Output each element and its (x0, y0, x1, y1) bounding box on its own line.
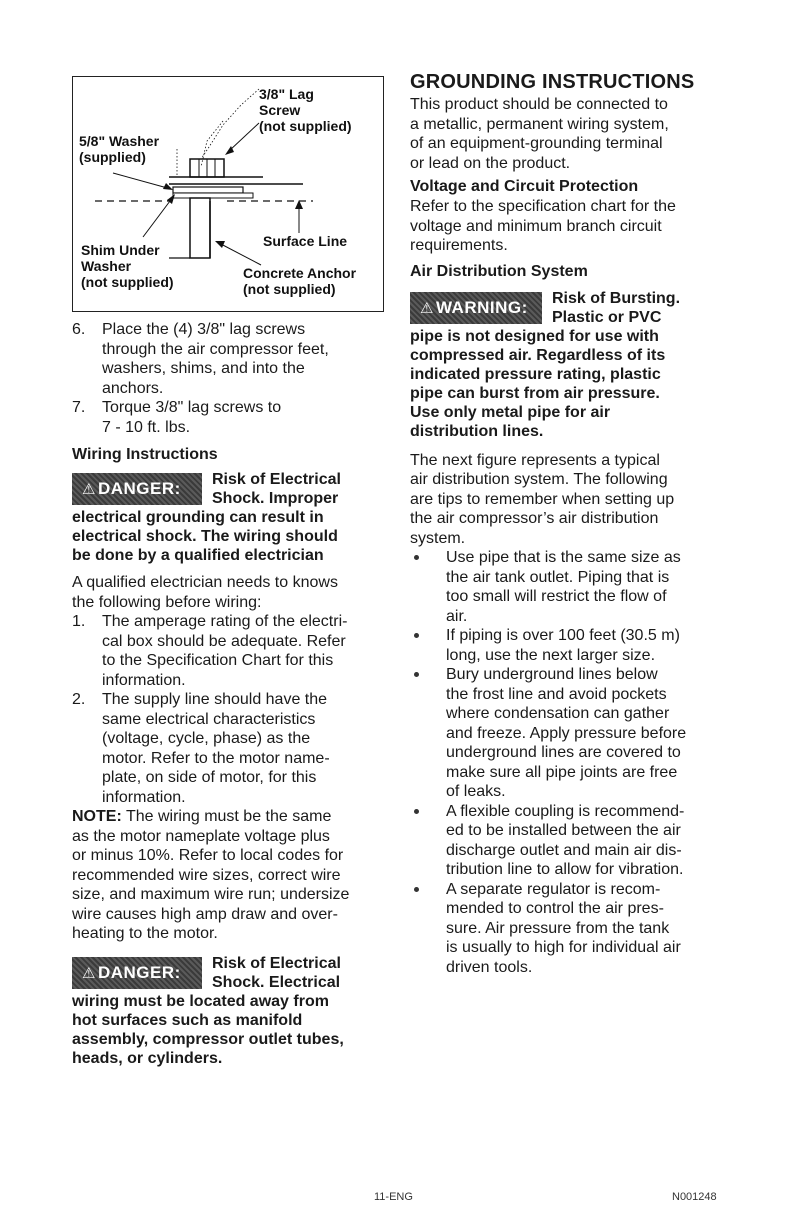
washer-label-line: 5/8" Washer (79, 133, 160, 149)
shim-label-line: Shim Under (81, 242, 160, 258)
step-line: information. (102, 671, 186, 689)
danger-badge (72, 473, 202, 505)
document-code: N001248 (672, 1191, 717, 1203)
step-line: 7 - 10 ft. lbs. (102, 418, 191, 436)
note-line: size, and maximum wire run; undersize (72, 886, 350, 903)
bullet-icon (414, 555, 419, 560)
danger-line: heads, or cylinders. (72, 1049, 223, 1067)
note-line: heating to the motor. (72, 925, 218, 942)
note-line: wire causes high amp draw and over- (72, 905, 338, 923)
figure-intro (410, 451, 726, 549)
tip-line: If piping is over 100 feet (30.5 m) (446, 627, 680, 644)
page-number: 11-ENG (374, 1191, 413, 1203)
step-number: 7. (72, 399, 86, 416)
tip-line: too small will restrict the flow of (446, 588, 667, 605)
step-number: 6. (72, 321, 86, 338)
washer-label (79, 133, 159, 165)
tip-line: ed to be installed between the air (446, 822, 681, 839)
danger-line: wiring must be located away from (72, 992, 329, 1010)
voltage-text (410, 197, 726, 256)
warning-triangle-icon: ⚠ (82, 964, 96, 982)
danger-line: be done by a qualified electrician (72, 547, 324, 564)
step-7 (72, 398, 390, 437)
wiring-note (72, 807, 390, 944)
warning-line: compressed air. Regardless of its (410, 346, 666, 364)
wiring-steps (72, 612, 390, 807)
voltage-line: requirements. (410, 237, 508, 254)
shim-label-line: (not supplied) (81, 274, 174, 290)
step-line: The amperage rating of the electri- (102, 613, 348, 630)
note-line: The wiring must be the same (121, 808, 332, 825)
shim-label-line: Washer (81, 258, 132, 274)
anchor-diagram (72, 76, 384, 312)
tip-item (410, 802, 726, 880)
intro-line: a metallic, permanent wiring system, (410, 115, 669, 133)
danger-badge (72, 957, 202, 989)
figure-intro-line: system. (410, 529, 466, 547)
tip-item (410, 665, 726, 802)
step-1 (72, 612, 390, 690)
tip-line: and freeze. Apply pressure before (446, 724, 687, 742)
step-line: same electrical characteristics (102, 710, 316, 728)
tip-line: Use pipe that is the same size as (446, 549, 681, 566)
step-line: plate, on side of motor, for this (102, 769, 317, 786)
danger-line: Risk of Electrical (212, 471, 341, 488)
danger-line: assembly, compressor outlet tubes, (72, 1030, 344, 1048)
tip-line: driven tools. (446, 958, 533, 976)
shim-label (81, 242, 174, 290)
left-column (72, 320, 390, 1068)
lag-screw-label-line: 3/8" Lag (259, 86, 314, 102)
intro-line: This product should be connected to (410, 96, 668, 113)
lag-screw-label (259, 86, 352, 134)
electrician-intro (72, 573, 390, 612)
intro-line: A qualified electrician needs to knows (72, 574, 338, 591)
tip-line: make sure all pipe joints are free (446, 763, 678, 781)
tip-line: sure. Air pressure from the tank (446, 919, 670, 937)
intro-line: the following before wiring: (72, 593, 262, 611)
tip-line: discharge outlet and main air dis- (446, 841, 682, 859)
intro-line: of an equipment-grounding terminal (410, 135, 663, 152)
concrete-anchor-label-line: Concrete Anchor (243, 265, 357, 281)
step-line: to the Specification Chart for this (102, 652, 334, 669)
lag-screw-label-line: Screw (259, 102, 301, 118)
concrete-anchor-label-line: (not supplied) (243, 281, 336, 297)
step-6 (72, 320, 390, 398)
right-column (410, 70, 726, 977)
tip-line: the frost line and avoid pockets (446, 685, 667, 703)
warning-line: distribution lines. (410, 422, 544, 440)
warning-badge-text: WARNING: (435, 297, 528, 317)
tip-line: long, use the next larger size. (446, 646, 656, 664)
step-2 (72, 690, 390, 807)
tip-line: of leaks. (446, 783, 506, 800)
step-line: washers, shims, and into the (102, 360, 305, 377)
tip-item (410, 880, 726, 978)
voltage-line: voltage and minimum branch circuit (410, 217, 662, 235)
warning-line: indicated pressure rating, plastic (410, 365, 661, 383)
tip-item (410, 548, 726, 626)
concrete-anchor-label (243, 265, 356, 297)
figure-intro-line: The next figure represents a typical (410, 451, 660, 469)
step-number: 1. (72, 613, 86, 630)
warning-line: pipe can burst from air pressure. (410, 384, 660, 402)
intro-line: or lead on the product. (410, 154, 571, 172)
tip-line: where condensation can gather (446, 705, 670, 722)
note-line: recommended wire sizes, correct wire (72, 866, 341, 884)
warning-line: Risk of Bursting. (552, 289, 681, 307)
figure-intro-line: air distribution system. The following (410, 471, 668, 488)
tip-line: A flexible coupling is recommend- (446, 802, 685, 820)
anchor-steps (72, 320, 390, 437)
tip-item (410, 626, 726, 665)
tip-line: tribution line to allow for vibration. (446, 861, 684, 878)
danger-badge-text: DANGER: (97, 962, 181, 982)
step-line: The supply line should have the (102, 691, 328, 708)
tip-line: Bury underground lines below (446, 666, 658, 683)
tip-line: the air tank outlet. Piping that is (446, 568, 670, 586)
note-line: or minus 10%. Refer to local codes for (72, 847, 344, 864)
danger-block-2 (72, 954, 390, 1068)
step-line: through the air compressor feet, (102, 340, 329, 358)
warning-triangle-icon: ⚠ (82, 481, 96, 498)
danger-line: hot surfaces such as manifold (72, 1011, 303, 1029)
warning-triangle-icon: ⚠ (420, 299, 434, 317)
air-tips-list (410, 548, 726, 977)
danger-block-1 (72, 470, 390, 565)
lag-screw-label-line: (not supplied) (259, 118, 352, 134)
figure-intro-line: are tips to remember when setting up (410, 490, 675, 508)
note-line: as the motor nameplate voltage plus (72, 827, 330, 845)
warning-badge (410, 292, 542, 324)
step-line: information. (102, 788, 186, 806)
grounding-title: GROUNDING INSTRUCTIONS (410, 71, 695, 93)
warning-line: pipe is not designed for use with (410, 327, 659, 345)
figure-intro-line: the air compressor’s air distribution (410, 510, 659, 527)
bullet-icon (414, 809, 419, 814)
warning-line: Use only metal pipe for air (410, 403, 611, 421)
step-line: (voltage, cycle, phase) as the (102, 730, 311, 747)
danger-line: Shock. Electrical (212, 973, 341, 991)
warning-line: Plastic or PVC (552, 308, 662, 326)
grounding-intro (410, 95, 726, 173)
wiring-heading: Wiring Instructions (72, 446, 218, 463)
tip-line: is usually to high for individual air (446, 939, 681, 956)
bullet-icon (414, 887, 419, 892)
voltage-line: Refer to the specification chart for the (410, 198, 676, 215)
tip-line: air. (446, 607, 468, 625)
step-line: cal box should be adequate. Refer (102, 632, 346, 650)
washer-label-line: (supplied) (79, 149, 146, 165)
danger-line: electrical grounding can result in (72, 509, 324, 526)
voltage-heading: Voltage and Circuit Protection (410, 178, 639, 195)
tip-line: underground lines are covered to (446, 744, 681, 761)
air-distribution-heading: Air Distribution System (410, 262, 588, 280)
tip-line: A separate regulator is recom- (446, 880, 661, 898)
note-label: NOTE: (72, 808, 122, 825)
tip-line: mended to control the air pres- (446, 900, 664, 917)
step-line: anchors. (102, 379, 164, 397)
warning-block (410, 289, 726, 441)
bullet-icon (414, 633, 419, 638)
step-number: 2. (72, 691, 86, 708)
step-line: Torque 3/8" lag screws to (102, 399, 282, 416)
step-line: motor. Refer to the motor name- (102, 749, 330, 767)
danger-badge-text: DANGER: (97, 479, 181, 498)
bullet-icon (414, 672, 419, 677)
danger-line: Risk of Electrical (212, 954, 341, 972)
danger-line: Shock. Improper (212, 490, 339, 507)
danger-line: electrical shock. The wiring should (72, 528, 338, 545)
step-line: Place the (4) 3/8" lag screws (102, 321, 306, 338)
surface-line-label: Surface Line (263, 233, 348, 249)
